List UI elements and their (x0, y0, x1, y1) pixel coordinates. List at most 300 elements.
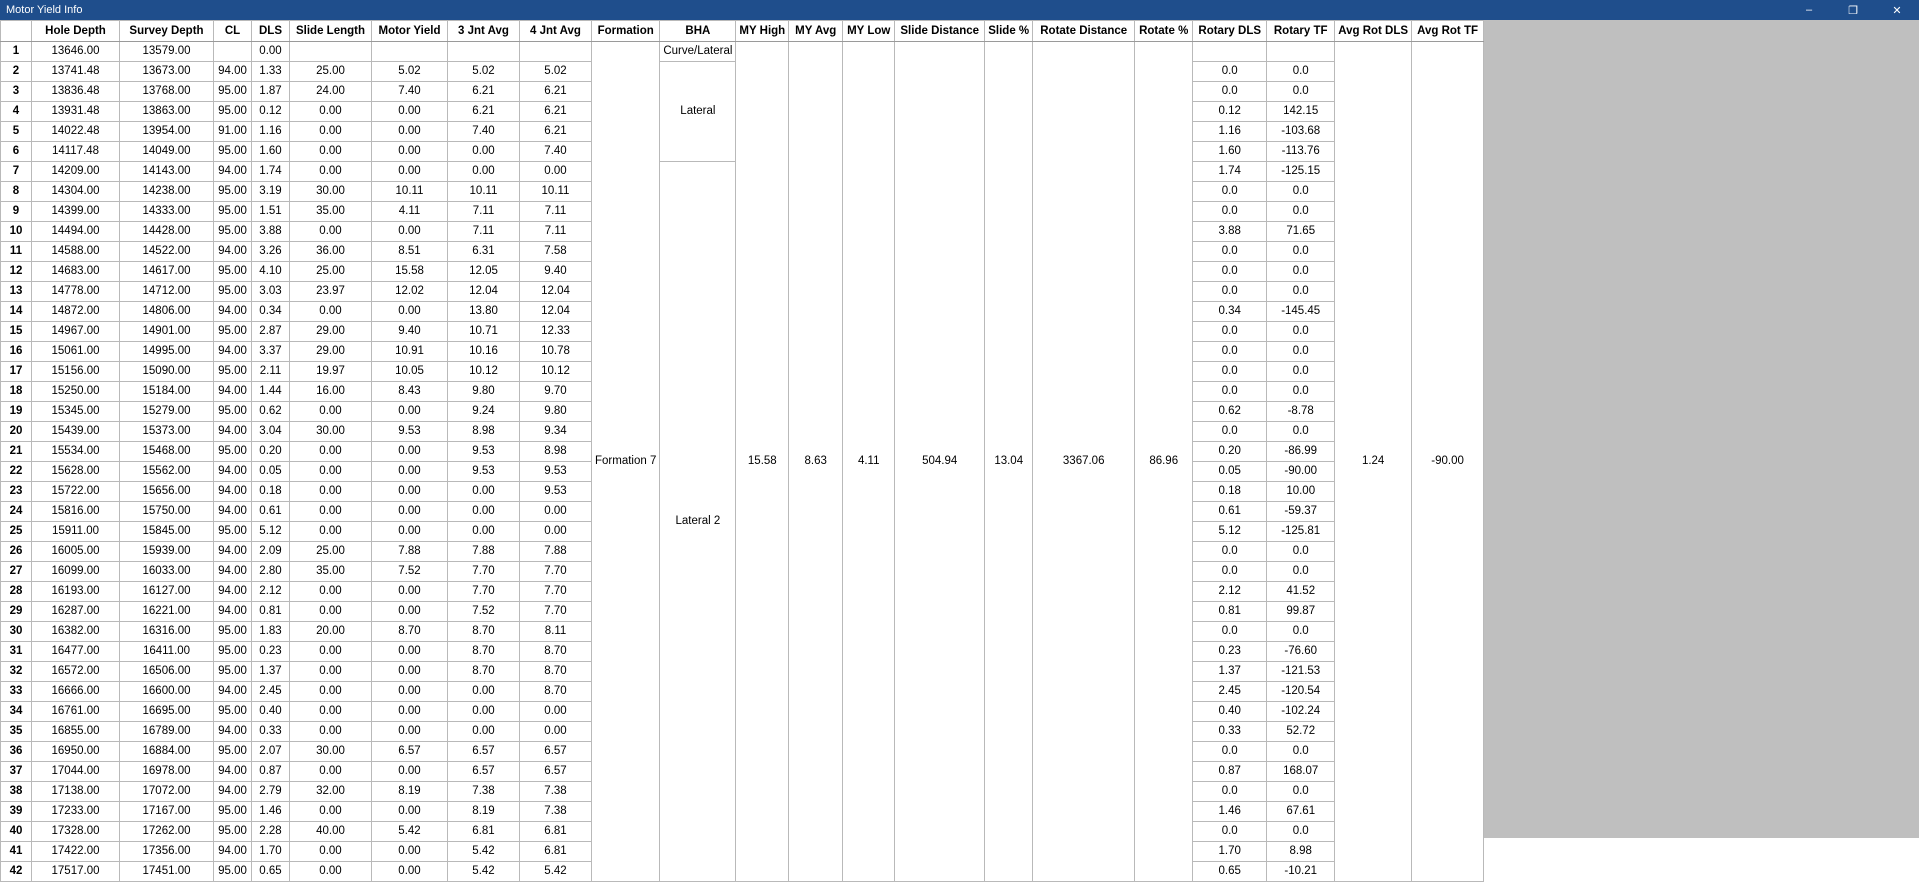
cell-slide-length[interactable]: 0.00 (290, 122, 372, 142)
cell-dls[interactable]: 2.11 (252, 362, 290, 382)
col-header-motor-yield[interactable]: Motor Yield (372, 21, 448, 42)
cell-cl[interactable]: 95.00 (214, 862, 252, 882)
cell-cl[interactable]: 95.00 (214, 442, 252, 462)
cell-rotary-dls[interactable]: 1.16 (1193, 122, 1267, 142)
cell-3-jnt-avg[interactable]: 5.42 (448, 862, 520, 882)
cell-rotary-tf[interactable]: -76.60 (1267, 642, 1335, 662)
cell-motor-yield[interactable]: 0.00 (372, 602, 448, 622)
cell-survey-depth[interactable]: 14333.00 (120, 202, 214, 222)
cell-3-jnt-avg[interactable]: 12.05 (448, 262, 520, 282)
cell-dls[interactable]: 0.87 (252, 762, 290, 782)
cell-rotate-pct[interactable]: 86.96 (1135, 42, 1193, 882)
cell-rotary-tf[interactable]: -120.54 (1267, 682, 1335, 702)
cell-rotary-tf[interactable]: -102.24 (1267, 702, 1335, 722)
cell-hole-depth[interactable]: 15628.00 (32, 462, 120, 482)
cell-3-jnt-avg[interactable]: 7.40 (448, 122, 520, 142)
cell-cl[interactable] (214, 42, 252, 62)
row-header[interactable]: 38 (1, 782, 32, 802)
cell-dls[interactable]: 3.26 (252, 242, 290, 262)
cell-motor-yield[interactable]: 0.00 (372, 222, 448, 242)
cell-survey-depth[interactable]: 16884.00 (120, 742, 214, 762)
cell-hole-depth[interactable]: 14683.00 (32, 262, 120, 282)
cell-rotary-tf[interactable]: 0.0 (1267, 742, 1335, 762)
cell-hole-depth[interactable]: 13931.48 (32, 102, 120, 122)
cell-4-jnt-avg[interactable]: 7.11 (520, 202, 592, 222)
cell-motor-yield[interactable]: 0.00 (372, 302, 448, 322)
cell-motor-yield[interactable]: 9.40 (372, 322, 448, 342)
cell-3-jnt-avg[interactable]: 6.57 (448, 762, 520, 782)
cell-motor-yield[interactable] (372, 42, 448, 62)
cell-avg-rot-tf[interactable]: -90.00 (1412, 42, 1484, 882)
cell-motor-yield[interactable]: 0.00 (372, 842, 448, 862)
cell-rotary-dls[interactable]: 0.0 (1193, 342, 1267, 362)
cell-cl[interactable]: 91.00 (214, 122, 252, 142)
cell-hole-depth[interactable]: 14872.00 (32, 302, 120, 322)
cell-dls[interactable]: 2.80 (252, 562, 290, 582)
cell-hole-depth[interactable]: 15911.00 (32, 522, 120, 542)
cell-3-jnt-avg[interactable]: 7.11 (448, 222, 520, 242)
cell-slide-length[interactable]: 0.00 (290, 162, 372, 182)
cell-survey-depth[interactable]: 13673.00 (120, 62, 214, 82)
cell-4-jnt-avg[interactable]: 7.38 (520, 802, 592, 822)
cell-rotary-tf[interactable]: 0.0 (1267, 82, 1335, 102)
cell-3-jnt-avg[interactable]: 6.57 (448, 742, 520, 762)
cell-hole-depth[interactable]: 15061.00 (32, 342, 120, 362)
col-header-survey-depth[interactable]: Survey Depth (120, 21, 214, 42)
row-header[interactable]: 19 (1, 402, 32, 422)
cell-hole-depth[interactable]: 13741.48 (32, 62, 120, 82)
cell-cl[interactable]: 95.00 (214, 802, 252, 822)
cell-slide-length[interactable]: 25.00 (290, 542, 372, 562)
cell-slide-length[interactable]: 16.00 (290, 382, 372, 402)
cell-cl[interactable]: 95.00 (214, 362, 252, 382)
cell-slide-length[interactable]: 0.00 (290, 502, 372, 522)
cell-4-jnt-avg[interactable]: 7.11 (520, 222, 592, 242)
cell-3-jnt-avg[interactable]: 0.00 (448, 722, 520, 742)
cell-cl[interactable]: 95.00 (214, 202, 252, 222)
row-header[interactable]: 12 (1, 262, 32, 282)
cell-4-jnt-avg[interactable]: 7.88 (520, 542, 592, 562)
cell-hole-depth[interactable]: 17044.00 (32, 762, 120, 782)
row-header[interactable]: 10 (1, 222, 32, 242)
cell-rotary-tf[interactable]: -86.99 (1267, 442, 1335, 462)
cell-4-jnt-avg[interactable]: 5.02 (520, 62, 592, 82)
cell-hole-depth[interactable]: 17233.00 (32, 802, 120, 822)
cell-slide-length[interactable]: 0.00 (290, 722, 372, 742)
cell-rotary-tf[interactable]: 0.0 (1267, 182, 1335, 202)
cell-4-jnt-avg[interactable]: 9.70 (520, 382, 592, 402)
cell-dls[interactable]: 0.20 (252, 442, 290, 462)
cell-motor-yield[interactable]: 0.00 (372, 162, 448, 182)
row-header[interactable]: 37 (1, 762, 32, 782)
cell-4-jnt-avg[interactable]: 9.80 (520, 402, 592, 422)
cell-hole-depth[interactable]: 14399.00 (32, 202, 120, 222)
cell-rotary-dls[interactable]: 1.46 (1193, 802, 1267, 822)
cell-4-jnt-avg[interactable]: 5.42 (520, 862, 592, 882)
cell-3-jnt-avg[interactable]: 8.70 (448, 622, 520, 642)
cell-rotary-dls[interactable]: 0.61 (1193, 502, 1267, 522)
cell-slide-length[interactable]: 0.00 (290, 522, 372, 542)
cell-motor-yield[interactable]: 0.00 (372, 862, 448, 882)
cell-cl[interactable]: 95.00 (214, 742, 252, 762)
col-header-slide-distance[interactable]: Slide Distance (895, 21, 985, 42)
col-header-my-avg[interactable]: MY Avg (789, 21, 843, 42)
cell-cl[interactable]: 94.00 (214, 762, 252, 782)
cell-cl[interactable]: 95.00 (214, 182, 252, 202)
cell-motor-yield[interactable]: 7.52 (372, 562, 448, 582)
cell-motor-yield[interactable]: 8.19 (372, 782, 448, 802)
cell-hole-depth[interactable]: 16005.00 (32, 542, 120, 562)
cell-hole-depth[interactable]: 16477.00 (32, 642, 120, 662)
row-header[interactable]: 25 (1, 522, 32, 542)
cell-4-jnt-avg[interactable]: 8.70 (520, 662, 592, 682)
cell-rotary-tf[interactable]: 0.0 (1267, 342, 1335, 362)
cell-dls[interactable]: 3.04 (252, 422, 290, 442)
cell-hole-depth[interactable]: 13646.00 (32, 42, 120, 62)
col-header-my-high[interactable]: MY High (736, 21, 789, 42)
cell-rotary-dls[interactable]: 0.20 (1193, 442, 1267, 462)
cell-motor-yield[interactable]: 0.00 (372, 642, 448, 662)
cell-survey-depth[interactable]: 16316.00 (120, 622, 214, 642)
cell-rotary-dls[interactable]: 0.0 (1193, 622, 1267, 642)
cell-slide-length[interactable]: 0.00 (290, 802, 372, 822)
cell-dls[interactable]: 2.12 (252, 582, 290, 602)
cell-3-jnt-avg[interactable]: 0.00 (448, 502, 520, 522)
row-header[interactable]: 24 (1, 502, 32, 522)
cell-motor-yield[interactable]: 0.00 (372, 482, 448, 502)
cell-rotary-dls[interactable]: 0.0 (1193, 742, 1267, 762)
cell-slide-length[interactable]: 0.00 (290, 442, 372, 462)
row-header[interactable]: 39 (1, 802, 32, 822)
cell-rotary-tf[interactable]: -125.81 (1267, 522, 1335, 542)
cell-hole-depth[interactable]: 14117.48 (32, 142, 120, 162)
cell-cl[interactable]: 94.00 (214, 602, 252, 622)
cell-slide-length[interactable]: 25.00 (290, 62, 372, 82)
row-header[interactable]: 21 (1, 442, 32, 462)
cell-motor-yield[interactable]: 0.00 (372, 802, 448, 822)
row-header[interactable]: 30 (1, 622, 32, 642)
cell-4-jnt-avg[interactable]: 6.21 (520, 102, 592, 122)
cell-4-jnt-avg[interactable]: 0.00 (520, 502, 592, 522)
cell-rotary-dls[interactable]: 0.33 (1193, 722, 1267, 742)
row-header[interactable]: 13 (1, 282, 32, 302)
col-header-4-jnt-avg[interactable]: 4 Jnt Avg (520, 21, 592, 42)
cell-motor-yield[interactable]: 0.00 (372, 662, 448, 682)
row-header[interactable]: 6 (1, 142, 32, 162)
cell-rotary-dls[interactable]: 1.74 (1193, 162, 1267, 182)
cell-3-jnt-avg[interactable]: 10.12 (448, 362, 520, 382)
cell-3-jnt-avg[interactable]: 6.21 (448, 102, 520, 122)
cell-dls[interactable]: 0.34 (252, 302, 290, 322)
cell-rotary-tf[interactable]: 52.72 (1267, 722, 1335, 742)
cell-3-jnt-avg[interactable]: 8.70 (448, 662, 520, 682)
cell-motor-yield[interactable]: 7.40 (372, 82, 448, 102)
cell-motor-yield[interactable]: 0.00 (372, 582, 448, 602)
cell-survey-depth[interactable]: 14712.00 (120, 282, 214, 302)
row-header[interactable]: 8 (1, 182, 32, 202)
cell-dls[interactable]: 4.10 (252, 262, 290, 282)
cell-slide-length[interactable]: 0.00 (290, 402, 372, 422)
row-header[interactable]: 2 (1, 62, 32, 82)
row-header[interactable]: 36 (1, 742, 32, 762)
cell-dls[interactable]: 3.19 (252, 182, 290, 202)
cell-3-jnt-avg[interactable]: 0.00 (448, 482, 520, 502)
row-header[interactable]: 3 (1, 82, 32, 102)
cell-rotary-tf[interactable]: 0.0 (1267, 422, 1335, 442)
col-header-hole-depth[interactable]: Hole Depth (32, 21, 120, 42)
cell-4-jnt-avg[interactable]: 7.70 (520, 582, 592, 602)
cell-survey-depth[interactable]: 14617.00 (120, 262, 214, 282)
cell-slide-length[interactable]: 0.00 (290, 762, 372, 782)
cell-4-jnt-avg[interactable]: 0.00 (520, 522, 592, 542)
cell-hole-depth[interactable]: 15156.00 (32, 362, 120, 382)
cell-hole-depth[interactable]: 13836.48 (32, 82, 120, 102)
cell-cl[interactable]: 94.00 (214, 422, 252, 442)
cell-formation[interactable]: Formation 7 (592, 42, 660, 882)
cell-rotary-tf[interactable]: 0.0 (1267, 822, 1335, 842)
cell-survey-depth[interactable]: 17167.00 (120, 802, 214, 822)
cell-bha-lateral[interactable]: Lateral (660, 62, 736, 162)
cell-4-jnt-avg[interactable]: 9.53 (520, 482, 592, 502)
cell-3-jnt-avg[interactable]: 6.81 (448, 822, 520, 842)
cell-survey-depth[interactable]: 16789.00 (120, 722, 214, 742)
cell-rotary-dls[interactable]: 0.12 (1193, 102, 1267, 122)
row-header[interactable]: 29 (1, 602, 32, 622)
cell-cl[interactable]: 94.00 (214, 342, 252, 362)
cell-rotary-dls[interactable]: 0.65 (1193, 862, 1267, 882)
col-header-rotary-tf[interactable]: Rotary TF (1267, 21, 1335, 42)
cell-4-jnt-avg[interactable] (520, 42, 592, 62)
cell-3-jnt-avg[interactable]: 0.00 (448, 162, 520, 182)
cell-cl[interactable]: 95.00 (214, 822, 252, 842)
cell-3-jnt-avg[interactable]: 10.71 (448, 322, 520, 342)
cell-survey-depth[interactable]: 15184.00 (120, 382, 214, 402)
row-header[interactable]: 7 (1, 162, 32, 182)
cell-dls[interactable]: 2.45 (252, 682, 290, 702)
cell-3-jnt-avg[interactable]: 7.70 (448, 582, 520, 602)
cell-rotary-tf[interactable]: 67.61 (1267, 802, 1335, 822)
cell-survey-depth[interactable]: 17262.00 (120, 822, 214, 842)
cell-rotary-dls[interactable]: 0.81 (1193, 602, 1267, 622)
cell-hole-depth[interactable]: 16761.00 (32, 702, 120, 722)
cell-cl[interactable]: 94.00 (214, 842, 252, 862)
cell-rotary-dls[interactable]: 1.60 (1193, 142, 1267, 162)
cell-hole-depth[interactable]: 17138.00 (32, 782, 120, 802)
cell-3-jnt-avg[interactable]: 0.00 (448, 702, 520, 722)
cell-motor-yield[interactable]: 8.51 (372, 242, 448, 262)
cell-rotary-tf[interactable]: 142.15 (1267, 102, 1335, 122)
cell-hole-depth[interactable]: 14778.00 (32, 282, 120, 302)
cell-cl[interactable]: 94.00 (214, 462, 252, 482)
cell-cl[interactable]: 95.00 (214, 322, 252, 342)
cell-dls[interactable]: 1.87 (252, 82, 290, 102)
cell-motor-yield[interactable]: 7.88 (372, 542, 448, 562)
col-header-rotate-distance[interactable]: Rotate Distance (1033, 21, 1135, 42)
cell-rotary-tf[interactable]: -59.37 (1267, 502, 1335, 522)
cell-4-jnt-avg[interactable]: 6.81 (520, 822, 592, 842)
cell-rotary-dls[interactable]: 0.0 (1193, 82, 1267, 102)
cell-dls[interactable]: 0.40 (252, 702, 290, 722)
cell-rotary-tf[interactable]: 0.0 (1267, 542, 1335, 562)
row-header[interactable]: 23 (1, 482, 32, 502)
row-header[interactable]: 27 (1, 562, 32, 582)
cell-3-jnt-avg[interactable]: 7.88 (448, 542, 520, 562)
cell-cl[interactable]: 95.00 (214, 142, 252, 162)
cell-dls[interactable]: 0.62 (252, 402, 290, 422)
cell-4-jnt-avg[interactable]: 9.53 (520, 462, 592, 482)
row-header[interactable]: 16 (1, 342, 32, 362)
cell-rotary-dls[interactable]: 0.0 (1193, 282, 1267, 302)
cell-3-jnt-avg[interactable]: 9.53 (448, 442, 520, 462)
cell-rotary-tf[interactable]: 0.0 (1267, 282, 1335, 302)
col-header-cl[interactable]: CL (214, 21, 252, 42)
cell-cl[interactable]: 95.00 (214, 282, 252, 302)
cell-hole-depth[interactable]: 16572.00 (32, 662, 120, 682)
cell-hole-depth[interactable]: 14588.00 (32, 242, 120, 262)
col-header-rotary-dls[interactable]: Rotary DLS (1193, 21, 1267, 42)
cell-dls[interactable]: 1.70 (252, 842, 290, 862)
cell-3-jnt-avg[interactable]: 8.70 (448, 642, 520, 662)
cell-survey-depth[interactable]: 16033.00 (120, 562, 214, 582)
cell-3-jnt-avg[interactable]: 7.52 (448, 602, 520, 622)
cell-slide-length[interactable]: 20.00 (290, 622, 372, 642)
cell-dls[interactable]: 1.46 (252, 802, 290, 822)
col-header-3-jnt-avg[interactable]: 3 Jnt Avg (448, 21, 520, 42)
cell-motor-yield[interactable]: 8.43 (372, 382, 448, 402)
cell-slide-length[interactable]: 35.00 (290, 562, 372, 582)
cell-hole-depth[interactable]: 17328.00 (32, 822, 120, 842)
cell-cl[interactable]: 95.00 (214, 622, 252, 642)
cell-rotary-dls[interactable] (1193, 42, 1267, 62)
cell-4-jnt-avg[interactable]: 12.04 (520, 302, 592, 322)
cell-survey-depth[interactable]: 15373.00 (120, 422, 214, 442)
cell-slide-length[interactable]: 0.00 (290, 102, 372, 122)
cell-rotary-dls[interactable]: 0.05 (1193, 462, 1267, 482)
cell-survey-depth[interactable]: 15562.00 (120, 462, 214, 482)
cell-rotary-dls[interactable]: 0.87 (1193, 762, 1267, 782)
row-header[interactable]: 22 (1, 462, 32, 482)
cell-motor-yield[interactable]: 8.70 (372, 622, 448, 642)
cell-dls[interactable]: 1.83 (252, 622, 290, 642)
cell-rotary-dls[interactable]: 2.45 (1193, 682, 1267, 702)
cell-cl[interactable]: 94.00 (214, 302, 252, 322)
cell-hole-depth[interactable]: 15816.00 (32, 502, 120, 522)
col-header-dls[interactable]: DLS (252, 21, 290, 42)
cell-motor-yield[interactable]: 9.53 (372, 422, 448, 442)
cell-slide-length[interactable]: 40.00 (290, 822, 372, 842)
cell-rotary-tf[interactable]: 0.0 (1267, 622, 1335, 642)
cell-4-jnt-avg[interactable]: 9.40 (520, 262, 592, 282)
row-header[interactable]: 41 (1, 842, 32, 862)
cell-hole-depth[interactable]: 15439.00 (32, 422, 120, 442)
cell-survey-depth[interactable]: 14238.00 (120, 182, 214, 202)
cell-rotary-dls[interactable]: 0.0 (1193, 562, 1267, 582)
cell-hole-depth[interactable]: 14022.48 (32, 122, 120, 142)
cell-survey-depth[interactable]: 14522.00 (120, 242, 214, 262)
cell-dls[interactable]: 0.61 (252, 502, 290, 522)
cell-survey-depth[interactable]: 14995.00 (120, 342, 214, 362)
cell-survey-depth[interactable]: 14901.00 (120, 322, 214, 342)
cell-rotary-tf[interactable]: -145.45 (1267, 302, 1335, 322)
cell-survey-depth[interactable]: 14428.00 (120, 222, 214, 242)
cell-survey-depth[interactable]: 15656.00 (120, 482, 214, 502)
cell-rotary-tf[interactable]: 8.98 (1267, 842, 1335, 862)
cell-motor-yield[interactable]: 5.02 (372, 62, 448, 82)
cell-cl[interactable]: 94.00 (214, 782, 252, 802)
cell-4-jnt-avg[interactable]: 0.00 (520, 162, 592, 182)
cell-3-jnt-avg[interactable]: 9.24 (448, 402, 520, 422)
cell-rotary-tf[interactable]: -10.21 (1267, 862, 1335, 882)
cell-my-avg[interactable]: 8.63 (789, 42, 843, 882)
cell-rotary-tf[interactable] (1267, 42, 1335, 62)
cell-rotary-tf[interactable]: 0.0 (1267, 62, 1335, 82)
cell-3-jnt-avg[interactable]: 5.42 (448, 842, 520, 862)
cell-3-jnt-avg[interactable]: 9.53 (448, 462, 520, 482)
col-header-corner[interactable] (1, 21, 32, 42)
cell-motor-yield[interactable]: 0.00 (372, 462, 448, 482)
cell-rotary-tf[interactable]: -113.76 (1267, 142, 1335, 162)
cell-dls[interactable]: 1.60 (252, 142, 290, 162)
cell-slide-pct[interactable]: 13.04 (985, 42, 1033, 882)
cell-rotary-dls[interactable]: 0.23 (1193, 642, 1267, 662)
cell-survey-depth[interactable]: 16695.00 (120, 702, 214, 722)
cell-4-jnt-avg[interactable]: 8.70 (520, 642, 592, 662)
cell-hole-depth[interactable]: 15250.00 (32, 382, 120, 402)
cell-cl[interactable]: 95.00 (214, 702, 252, 722)
cell-rotary-tf[interactable]: 10.00 (1267, 482, 1335, 502)
cell-survey-depth[interactable]: 15750.00 (120, 502, 214, 522)
cell-dls[interactable]: 0.00 (252, 42, 290, 62)
cell-rotary-tf[interactable]: 41.52 (1267, 582, 1335, 602)
col-header-avg-rot-dls[interactable]: Avg Rot DLS (1335, 21, 1412, 42)
cell-hole-depth[interactable]: 14494.00 (32, 222, 120, 242)
table-row[interactable] (1, 42, 1484, 62)
row-header[interactable]: 35 (1, 722, 32, 742)
cell-motor-yield[interactable]: 0.00 (372, 722, 448, 742)
cell-rotary-tf[interactable]: 0.0 (1267, 322, 1335, 342)
cell-motor-yield[interactable]: 0.00 (372, 762, 448, 782)
cell-4-jnt-avg[interactable]: 6.21 (520, 82, 592, 102)
cell-3-jnt-avg[interactable]: 5.02 (448, 62, 520, 82)
cell-hole-depth[interactable]: 16666.00 (32, 682, 120, 702)
minimize-button[interactable]: – (1805, 4, 1813, 16)
row-header[interactable]: 20 (1, 422, 32, 442)
cell-dls[interactable]: 0.81 (252, 602, 290, 622)
row-header[interactable]: 32 (1, 662, 32, 682)
cell-survey-depth[interactable]: 14049.00 (120, 142, 214, 162)
cell-motor-yield[interactable]: 6.57 (372, 742, 448, 762)
cell-4-jnt-avg[interactable]: 7.40 (520, 142, 592, 162)
cell-hole-depth[interactable]: 16193.00 (32, 582, 120, 602)
cell-rotary-tf[interactable]: 168.07 (1267, 762, 1335, 782)
cell-survey-depth[interactable]: 15939.00 (120, 542, 214, 562)
cell-3-jnt-avg[interactable]: 7.38 (448, 782, 520, 802)
cell-slide-length[interactable]: 0.00 (290, 582, 372, 602)
cell-slide-length[interactable]: 0.00 (290, 862, 372, 882)
cell-slide-length[interactable]: 30.00 (290, 422, 372, 442)
cell-cl[interactable]: 95.00 (214, 662, 252, 682)
cell-slide-length[interactable]: 0.00 (290, 702, 372, 722)
cell-rotary-dls[interactable]: 0.0 (1193, 782, 1267, 802)
cell-cl[interactable]: 94.00 (214, 582, 252, 602)
col-header-formation[interactable]: Formation (592, 21, 660, 42)
cell-rotary-tf[interactable]: -8.78 (1267, 402, 1335, 422)
cell-slide-length[interactable] (290, 42, 372, 62)
cell-survey-depth[interactable]: 13954.00 (120, 122, 214, 142)
cell-motor-yield[interactable]: 0.00 (372, 502, 448, 522)
cell-rotary-dls[interactable]: 0.62 (1193, 402, 1267, 422)
cell-3-jnt-avg[interactable] (448, 42, 520, 62)
